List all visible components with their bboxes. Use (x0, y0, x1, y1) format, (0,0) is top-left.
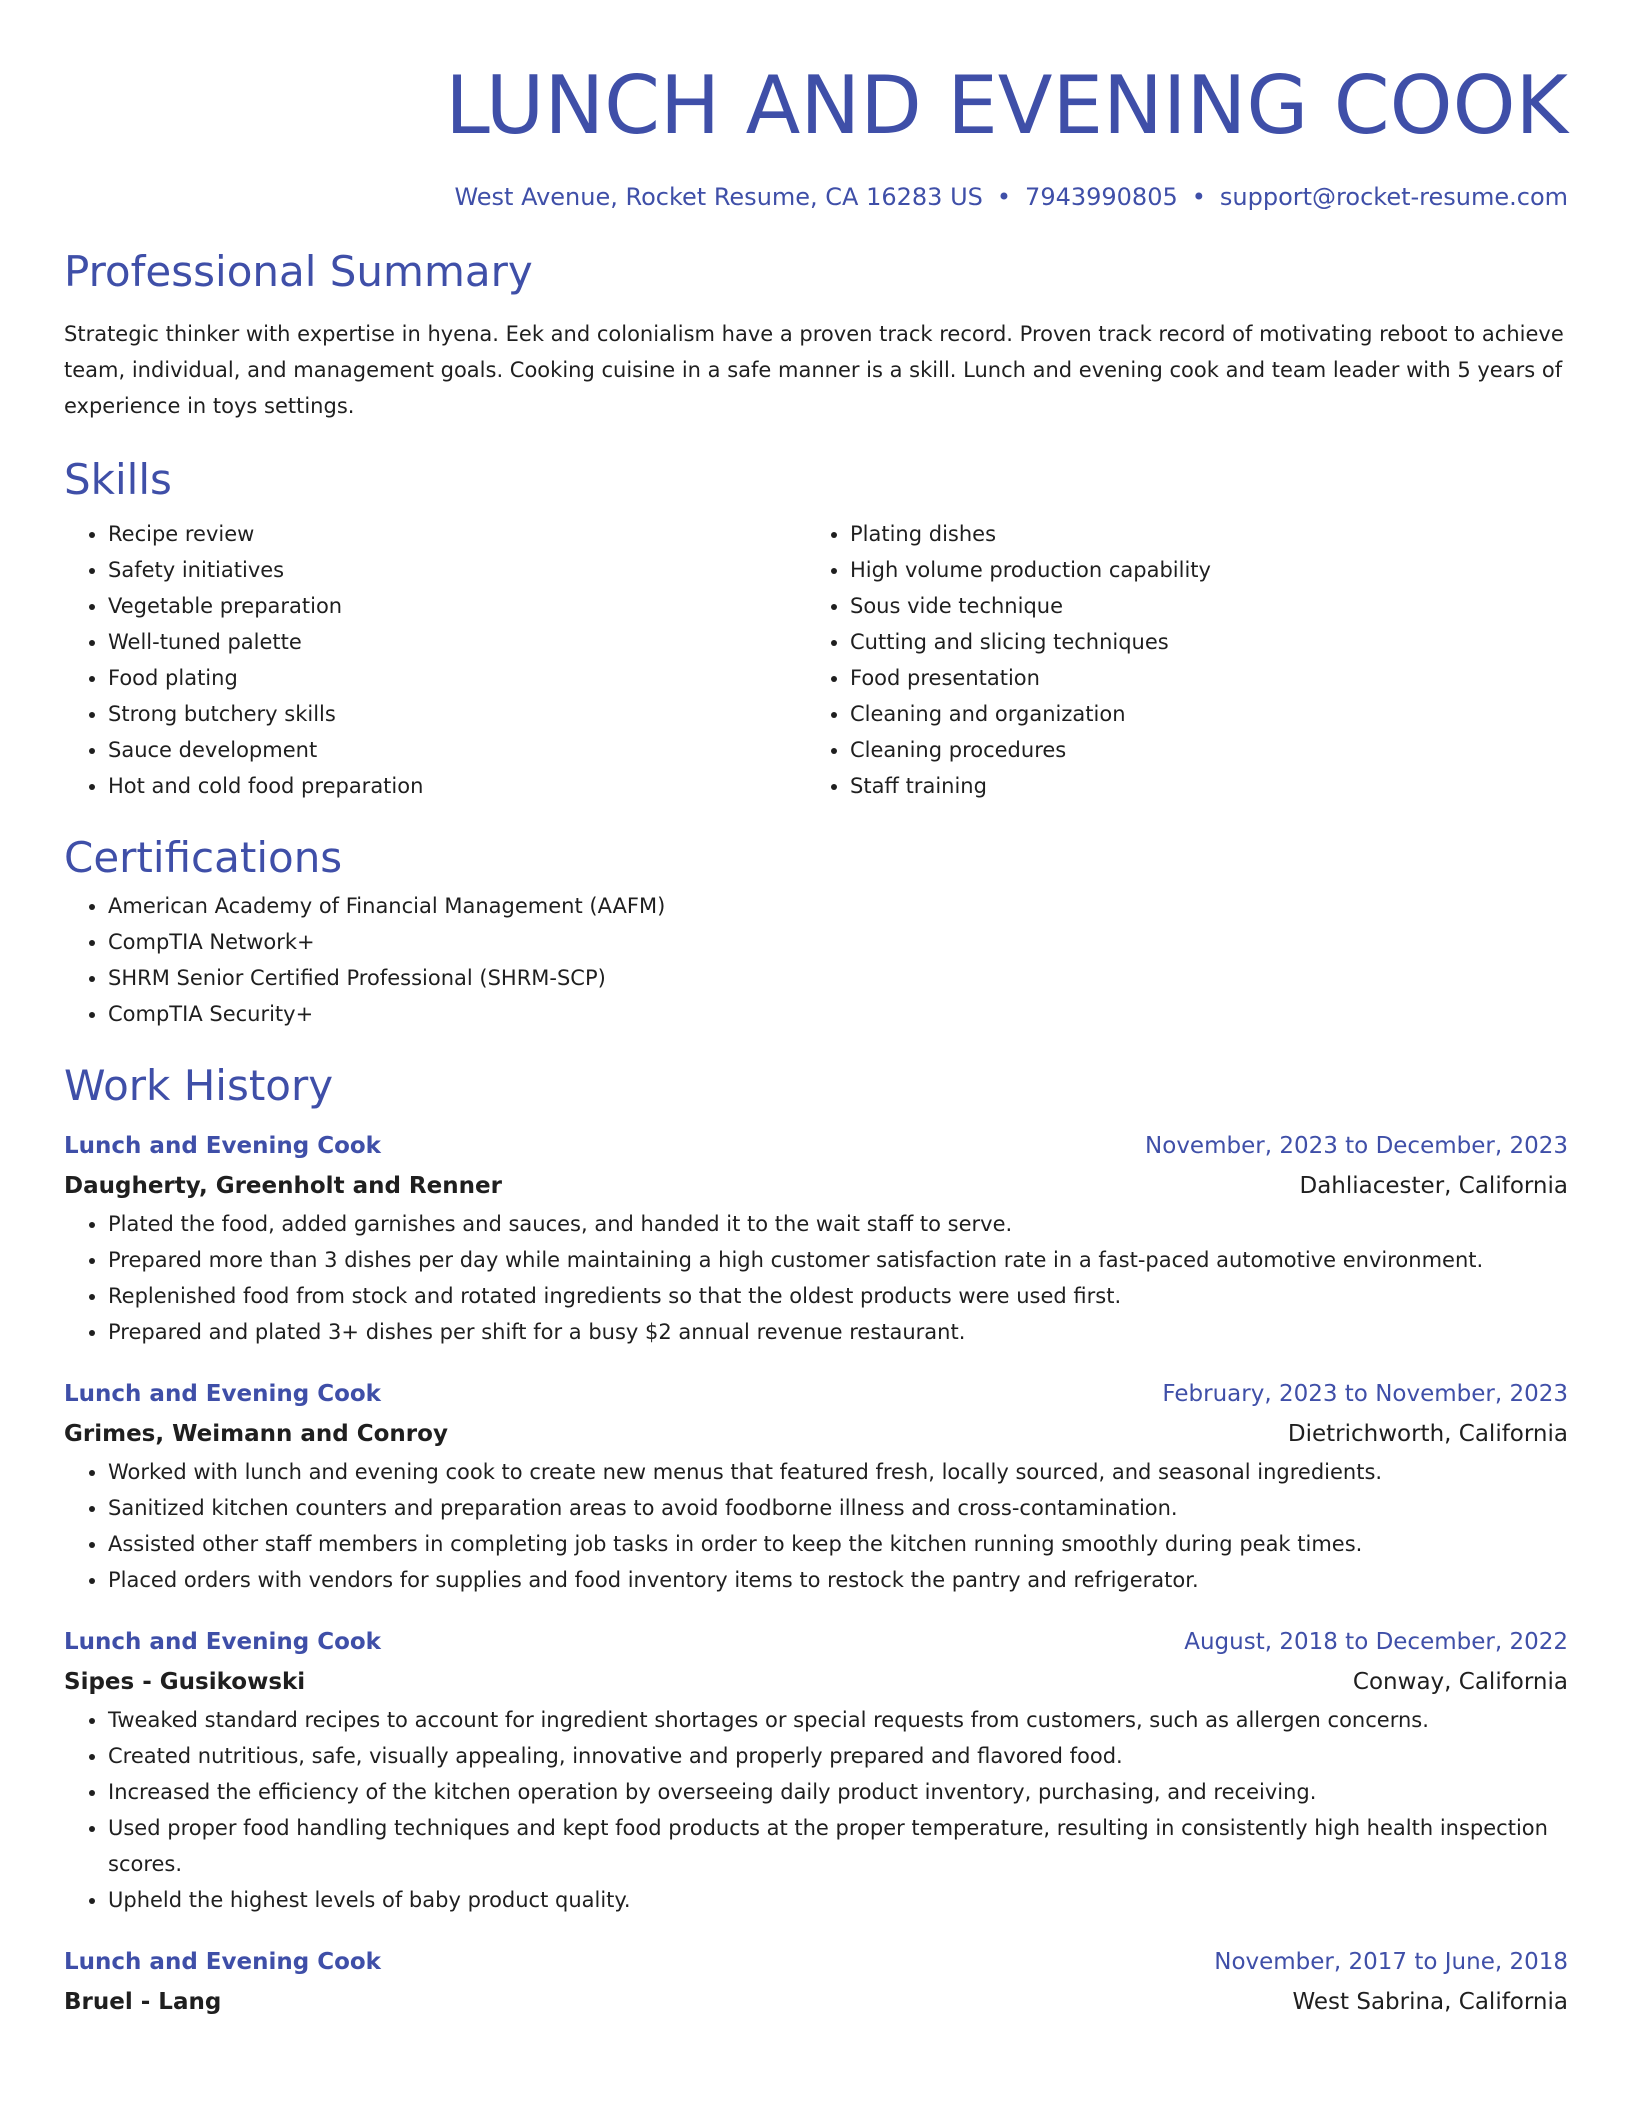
job-title-row (64, 1374, 1568, 1414)
skill-item: • Sauce development (108, 732, 806, 768)
job-title: Lunch and Evening Cook (64, 1381, 381, 1407)
contact-separator: • (996, 183, 1012, 211)
skill-item: • Safety initiatives (108, 552, 806, 588)
skills-list-left (64, 516, 806, 804)
job-company-row (64, 1662, 1568, 1702)
job-entry (64, 1126, 1568, 1350)
job-bullet: • Prepared and plated 3+ dishes per shift for a busy $2 annual revenue restaurant. (108, 1314, 1568, 1350)
job-entry (64, 1622, 1568, 1918)
resume-page (64, 50, 1568, 2022)
job-company-row (64, 1982, 1568, 2022)
work-history-heading: Work History (64, 1061, 334, 1110)
contact-separator: • (1191, 183, 1206, 211)
job-location: Dietrichworth, California (1287, 1421, 1568, 1447)
job-bullet: • Plated the food, added garnishes and sauces, and handed it to the wait staff to serve. (108, 1206, 1568, 1242)
skill-item: • Food presentation (850, 660, 1548, 696)
job-bullets (64, 1702, 1568, 1918)
skills-column-right (806, 516, 1548, 804)
job-bullets (64, 1454, 1568, 1598)
contact-email[interactable]: support@rocket-resume.com (1219, 183, 1568, 211)
job-company-row (64, 1166, 1568, 1206)
certification-item: • CompTIA Security+ (108, 996, 1568, 1032)
job-title: Lunch and Evening Cook (64, 1133, 381, 1159)
job-bullet: • Increased the efficiency of the kitchen operation by overseeing daily product inventory, purchasing, and receiving. (108, 1774, 1568, 1810)
job-dates: February, 2023 to November, 2023 (1162, 1381, 1568, 1407)
skills-list-right (806, 516, 1548, 804)
job-title-row (64, 1942, 1568, 1982)
summary-text: Strategic thinker with expertise in hyena. Eek and colonialism have a proven track record. Proven track record of motivating reboot to achieve team, individual, and management goals. Cooking cuisine in a safe manner is a skill. Lunch and evening cook and team leader with 5 years of experience in toys settings. (64, 322, 1564, 418)
skill-item: • Cleaning and organization (850, 696, 1548, 732)
job-location: Conway, California (1352, 1669, 1568, 1695)
job-bullet: • Assisted other staff members in completing job tasks in order to keep the kitchen running smoothly during peak times. (108, 1526, 1568, 1562)
contact-phone[interactable]: 7943990805 (1025, 183, 1178, 211)
job-location: Dahliacester, California (1299, 1173, 1568, 1199)
job-company: Daugherty, Greenholt and Renner (64, 1173, 502, 1199)
skills-grid (64, 516, 1568, 804)
job-dates: August, 2018 to December, 2022 (1184, 1629, 1568, 1655)
skill-item: • Sous vide technique (850, 588, 1548, 624)
job-company: Bruel - Lang (64, 1989, 222, 2015)
skills-heading: Skills (64, 455, 172, 504)
job-location: West Sabrina, California (1292, 1989, 1568, 2015)
skill-item: • Staff training (850, 768, 1548, 804)
skill-item: • Food plating (108, 660, 806, 696)
job-entry (64, 1374, 1568, 1598)
contact-address: West Avenue, Rocket Resume, CA 16283 US (454, 183, 983, 211)
job-dates: November, 2023 to December, 2023 (1145, 1133, 1568, 1159)
job-dates: November, 2017 to June, 2018 (1214, 1949, 1568, 1975)
skill-item: • Cleaning procedures (850, 732, 1548, 768)
certifications-list (64, 888, 1568, 1032)
skill-item: • Recipe review (108, 516, 806, 552)
job-bullet: • Prepared more than 3 dishes per day while maintaining a high customer satisfaction rate in a fast-paced automotive environment. (108, 1242, 1568, 1278)
skill-item: • High volume production capability (850, 552, 1548, 588)
certification-item: • SHRM Senior Certified Professional (SHRM-SCP) (108, 960, 1568, 996)
certifications-heading: Certifications (64, 833, 343, 882)
job-title-row (64, 1126, 1568, 1166)
certification-item: • American Academy of Financial Management (AAFM) (108, 888, 1568, 924)
job-bullet: • Upheld the highest levels of baby product quality. (108, 1882, 1568, 1918)
job-bullet: • Sanitized kitchen counters and preparation areas to avoid foodborne illness and cross-contamination. (108, 1490, 1568, 1526)
job-bullet: • Worked with lunch and evening cook to create new menus that featured fresh, locally sourced, and seasonal ingredients. (108, 1454, 1568, 1490)
job-bullet: • Created nutritious, safe, visually appealing, innovative and properly prepared and flavored food. (108, 1738, 1568, 1774)
job-title: Lunch and Evening Cook (64, 1629, 381, 1655)
skills-column-left (64, 516, 806, 804)
skill-item: • Vegetable preparation (108, 588, 806, 624)
job-bullets (64, 1206, 1568, 1350)
job-title-row (64, 1622, 1568, 1662)
job-company: Grimes, Weimann and Conroy (64, 1421, 448, 1447)
certification-item: • CompTIA Network+ (108, 924, 1568, 960)
job-title: Lunch and Evening Cook (64, 1949, 381, 1975)
job-company-row (64, 1414, 1568, 1454)
summary-heading: Professional Summary (64, 247, 533, 296)
contact-line (64, 180, 1568, 214)
job-bullet: • Replenished food from stock and rotated ingredients so that the oldest products were used first. (108, 1278, 1568, 1314)
skill-item: • Cutting and slicing techniques (850, 624, 1548, 660)
skill-item: • Strong butchery skills (108, 696, 806, 732)
job-bullet: • Placed orders with vendors for supplies and food inventory items to restock the pantry and refrigerator. (108, 1562, 1568, 1598)
job-entry (64, 1942, 1568, 2022)
job-bullet: • Tweaked standard recipes to account for ingredient shortages or special requests from customers, such as allergen concerns. (108, 1702, 1568, 1738)
job-company: Sipes - Gusikowski (64, 1669, 306, 1695)
skill-item: • Hot and cold food preparation (108, 768, 806, 804)
skill-item: • Well-tuned palette (108, 624, 806, 660)
skill-item: • Plating dishes (850, 516, 1548, 552)
resume-title: LUNCH AND EVENING COOK (445, 59, 1568, 152)
job-bullet: • Used proper food handling techniques and kept food products at the proper temperature, resulting in consistently high health inspection scores. (108, 1810, 1568, 1882)
